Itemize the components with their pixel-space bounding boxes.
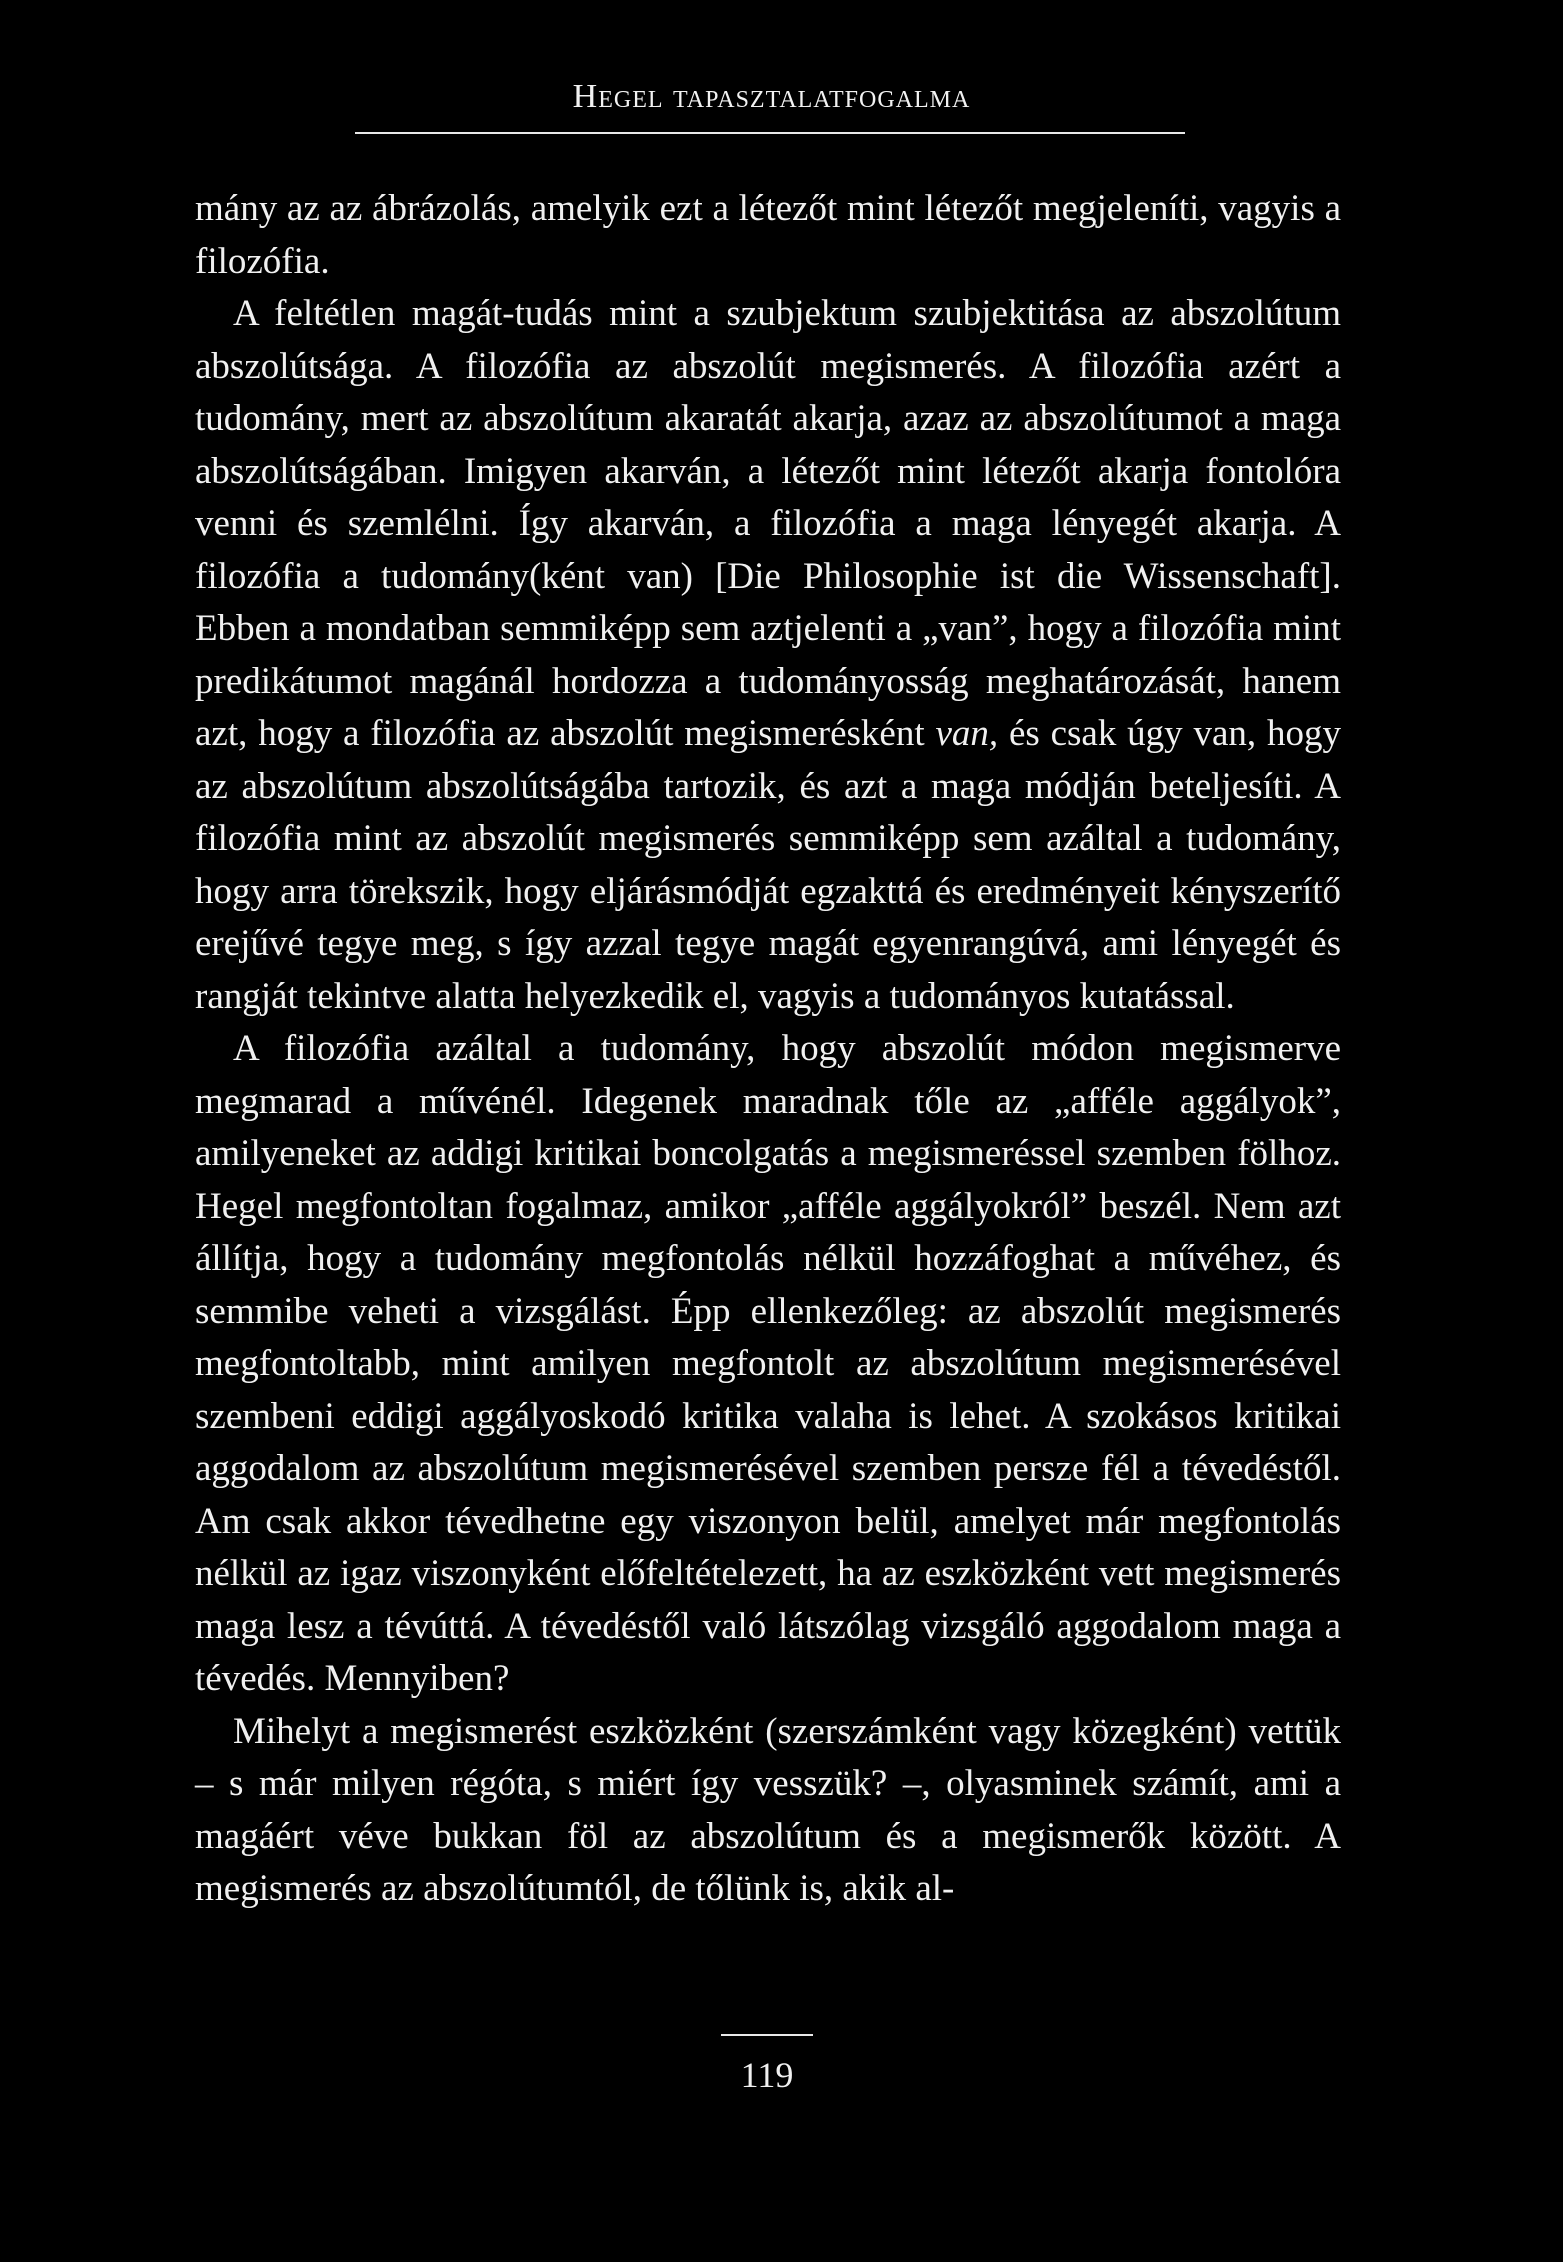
header-divider xyxy=(355,132,1185,134)
emphasis-text: van, xyxy=(935,713,999,754)
paragraph-text: A feltétlen magát-tudás mint a szubjektum szubjektitása az abszolútum abszolútsága. A filozófia az abszolút megismerés. A filozófia azért a tudomány, mert az abszolútum akaratát akarja, azaz az abszolútumot a maga abszolútságában. Imigyen akarván, a létezőt mint létezőt akarja fontolóra venni és szemlélni. Így akarván, a filozófia a maga lényegét akarja. A filozófia a tudomány(ként van) [Die Philosophie ist die Wissenschaft]. Ebben a mondatban semmiképp sem aztjelenti a „van”, hogy a filozófia mint predikátumot magánál hordozza a tudományosság meghatározását, hanem azt, hogy a filozófia az abszolút megismerésként xyxy=(195,293,1341,754)
body-text xyxy=(195,183,1341,1916)
paragraph-text: és csak úgy van, hogy az abszolútum abszolútságába tartozik, és azt a maga módján beteljesíti. A filozófia mint az abszolút megismerés semmiképp sem azáltal a tudomány, hogy arra törekszik, hogy eljárásmódját egzakttá és eredményeit kényszerítő erejűvé tegye meg, s így azzal tegye magát egyenrangúvá, ami lényegét és rangját tekintve alatta helyezkedik el, vagyis a tudományos kutatással. xyxy=(195,713,1341,1017)
paragraph-continued: mány az az ábrázolás, amelyik ezt a létezőt mint létezőt megjeleníti, vagyis a filozófia. xyxy=(195,188,1341,282)
footer-divider xyxy=(721,2034,813,2036)
page-number: 119 xyxy=(740,2055,794,2095)
paragraph: Mihelyt a megismerést eszközként (szerszámként vagy közegként) vettük – s már milyen régóta, s miért így vesszük? –, olyasminek számít, ami a magáért véve bukkan föl az abszolútum és a megismerők között. A megismerés az abszolútumtól, de tőlünk is, akik al- xyxy=(195,1710,1341,1909)
paragraph xyxy=(195,288,1341,1023)
paragraph: A filozófia azáltal a tudomány, hogy abszolút módon megismerve megmarad a művénél. Idegenek maradnak tőle az „afféle aggályok”, amilyeneket az addigi kritikai boncolgatás a megismeréssel szemben fölhoz. Hegel megfontoltan fogalmaz, amikor „afféle aggályokról” beszél. Nem azt állítja, hogy a tudomány megfontolás nélkül hozzáfoghat a művéhez, és semmibe veheti a vizsgálást. Épp ellenkezőleg: az abszolút megismerés megfontoltabb, mint amilyen megfontolt az abszolútum megismerésével szembeni eddigi aggályoskodó kritika valaha is lehet. A szokásos kritikai aggodalom az abszolútum megismerésével szemben persze fél a tévedéstől. Am csak akkor tévedhetne egy viszonyon belül, amelyet már megfontolás nélkül az igaz viszonyként előfeltételezett, ha az eszközként vett megismerés maga lesz a tévúttá. A tévedéstől való látszólag vizsgáló aggodalom maga a tévedés. Mennyiben? xyxy=(195,1028,1341,1699)
running-head: Hegel tapasztalatfogalma xyxy=(572,78,971,115)
